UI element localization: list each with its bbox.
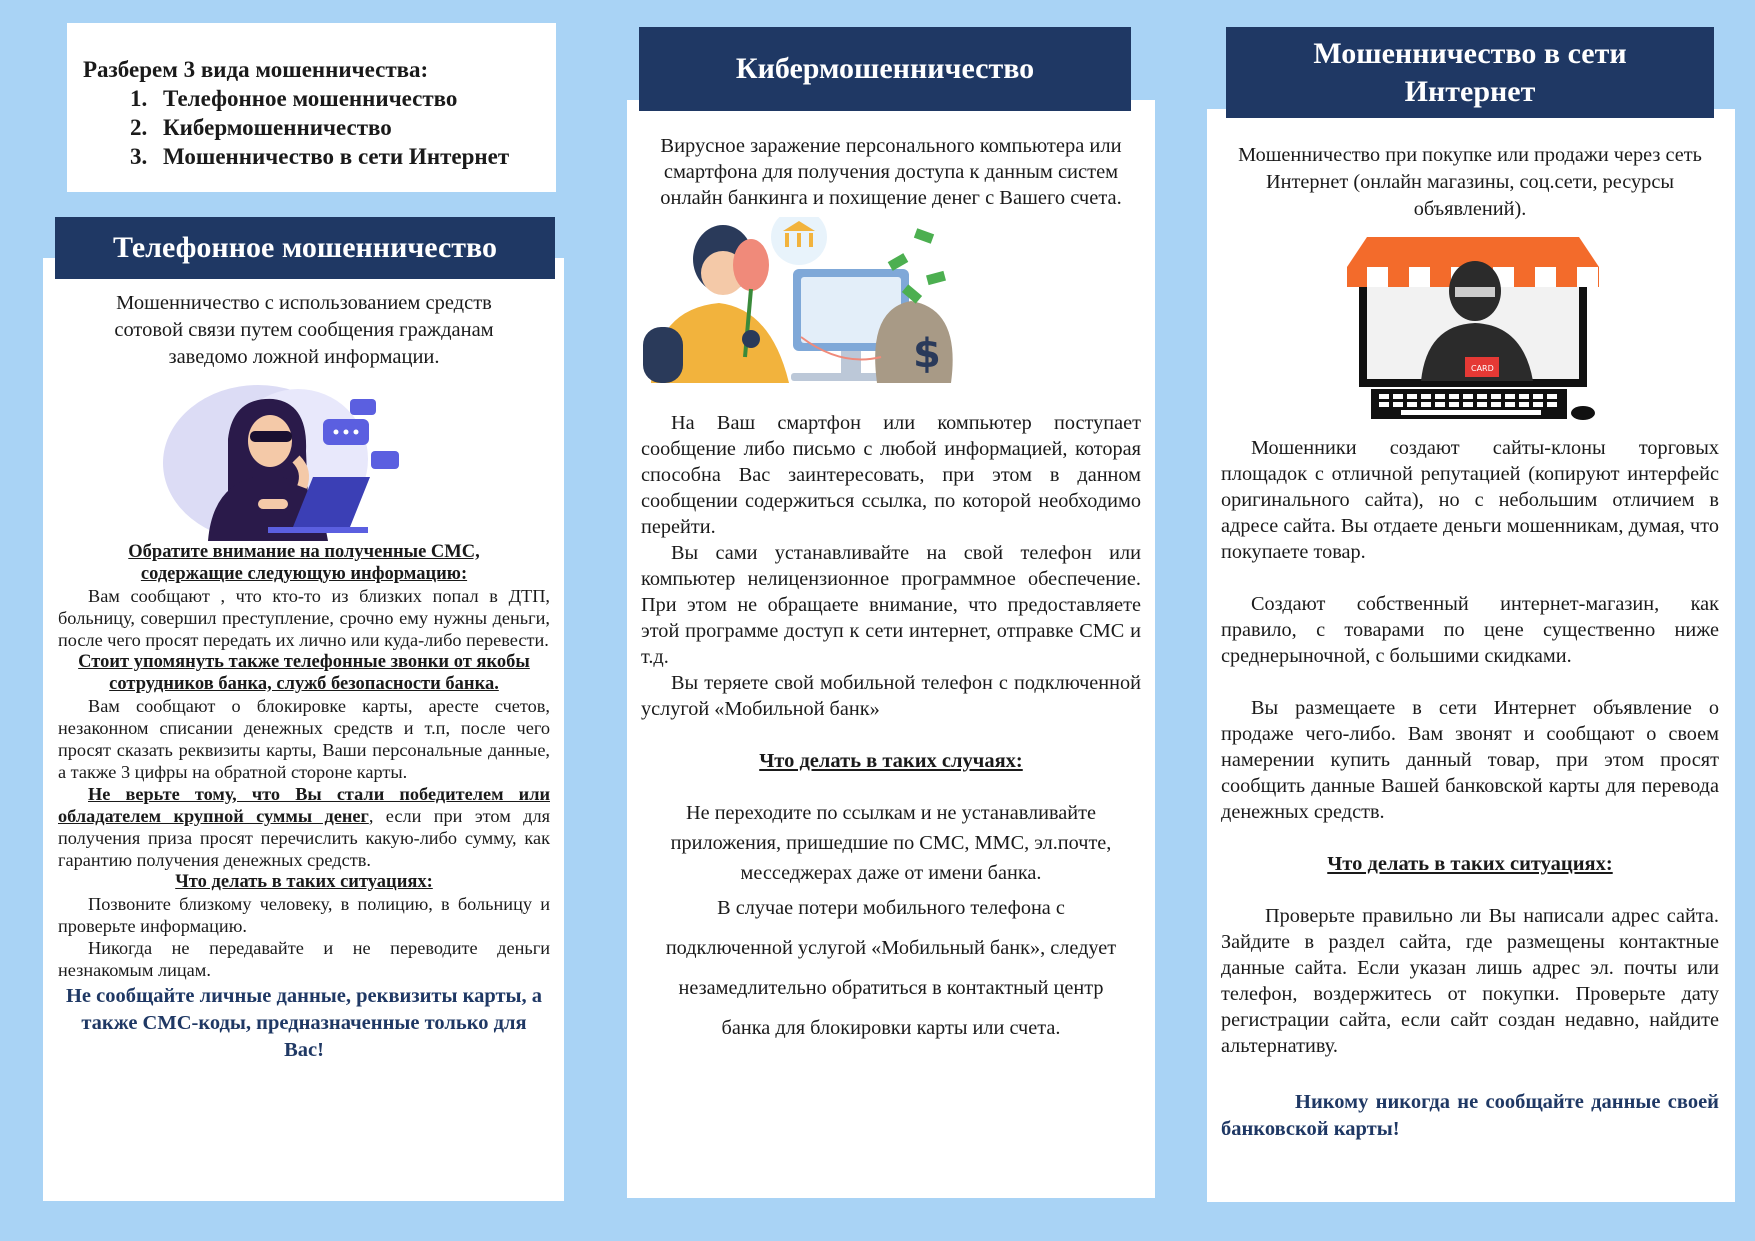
internet-para-3: Вы размещаете в сети Интернет объявление о продаже чего-либо. Вам звонят и сообщают о своем намерении купить данный товар, при этом просят сообщить данные Вашей банковской карты для перевода денежных средств.: [1221, 697, 1719, 823]
phone-content: [58, 290, 550, 1064]
phone-prize-text: , если при этом для получения приза просят перечислить какую-либо сумму, как гарантию получения денежных средств.: [58, 806, 550, 870]
cyber-para-1: На Ваш смартфон или компьютер поступает сообщение либо письмо с любой информацией, которая способна Вас заинтересовать, при этом в данном сообщении содержиться ссылка, по которой необходимо перейти.: [641, 412, 1141, 538]
internet-para-1: Мошенники создают сайты-клоны торговых площадок с отличной репутацией (копируют интерфейс оригинального сайта), но с небольшим отличием в адресе сайта. Вы отдаете деньги мошенникам, думая, что покупаете товар.: [1221, 437, 1719, 563]
cyber-para-2: Вы сами устанавливайте на свой телефон или компьютер нелицензионное программное обеспечение. При этом не обращаете внимание, что предоставляете этой программе доступ к сети интернет, отправке СМС и т.д.: [641, 542, 1141, 668]
phone-scammer-image: [58, 379, 550, 541]
cyber-todo-2: В случае потери мобильного телефона с подключенной услугой «Мобильный банк», следует незамедлительно обратиться в контактный центр банка для блокировки карты или счета.: [665, 897, 1117, 1039]
phone-warning: Не сообщайте личные данные, реквизиты карты, а также СМС-коды, предназначенные только для Вас!: [65, 985, 543, 1061]
internet-shop-fraud-image: [1221, 229, 1719, 421]
intro-heading: Разберем 3 вида мошенничества:: [83, 57, 429, 82]
internet-intro: Мошенничество при покупке или продажи через сеть Интернет (онлайн магазины, соц.сети, ресурсы объявлений).: [1238, 144, 1702, 220]
internet-title: Мошенничество в сети Интернет: [1226, 27, 1714, 118]
internet-content: [1221, 142, 1719, 1143]
cyber-illustration: [641, 217, 1141, 383]
svg-text:$: $: [913, 331, 941, 377]
intro-item: 2. Кибермошенничество: [153, 113, 556, 142]
phone-prize-block: [58, 783, 550, 871]
intro-item: 3. Мошенничество в сети Интернет: [153, 142, 556, 171]
card-label: CARD: [1471, 364, 1494, 373]
internet-illustration: [1221, 229, 1719, 421]
cyber-intro: Вирусное заражение персонального компьютера или смартфона для получения доступа к данным систем онлайн банкинга и похищение денег с Вашего счета.: [660, 135, 1122, 209]
internet-para-2: Создают собственный интернет-магазин, как правило, с товарами по цене существенно ниже среднерыночной, с большими скидками.: [1221, 593, 1719, 667]
internet-warning: Никому никогда не сообщайте данные своей банковской карты!: [1221, 1091, 1719, 1140]
phone-attention-text: Вам сообщают , что кто-то из близких попал в ДТП, больницу, совершил преступление, срочно ему нужны деньги, после чего просят передать их лично или куда-либо перевести.: [58, 586, 550, 650]
phone-bank-text: Вам сообщают о блокировке карты, аресте счетов, незаконном списании денежных средств и т.п, после чего просят сказать реквизиты карты, Ваши персональные данные, а также 3 цифры на обратной стороне карты.: [58, 696, 550, 782]
intro-list: [83, 84, 556, 171]
phone-todo-2: Никогда не передавайте и не переводите деньги незнакомым лицам.: [58, 938, 550, 980]
cyber-para-3: Вы теряете свой мобильной телефон с подключенной услугой «Мобильной банк»: [641, 672, 1141, 720]
phone-intro: Мошенничество с использованием средств сотовой связи путем сообщения гражданам заведомо ложной информации.: [114, 292, 494, 368]
cyber-todo-1: Не переходите по ссылкам и не устанавливайте приложения, пришедшие по СМС, ММС, эл.почте, месседжерах даже от имени банка.: [670, 802, 1112, 884]
phone-todo-1: Позвоните близкому человеку, в полицию, в больницу и проверьте информацию.: [58, 894, 550, 936]
cyber-todo-heading: Что делать в таких случаях:: [759, 750, 1023, 772]
phone-attention-heading: Обратите внимание на полученные СМС, содержащие следующую информацию:: [128, 542, 480, 584]
phone-prize-heading: Не верьте тому, что Вы стали победителем или обладателем крупной суммы денег: [58, 784, 550, 826]
phone-title: Телефонное мошенничество: [55, 217, 555, 279]
cyber-content: [641, 133, 1141, 1048]
intro-item: 1. Телефонное мошенничество: [153, 84, 556, 113]
intro-box: [67, 23, 556, 192]
internet-todo-text: Проверьте правильно ли Вы написали адрес сайта. Зайдите в раздел сайта, где размещены контактные данные сайта. Если указан лишь адрес эл. почты или телефон, воздержитесь от покупки. Проверьте дату регистрации сайта, если сайт создан недавно, найдите альтернативу.: [1221, 905, 1719, 1057]
phone-todo-heading: Что делать в таких ситуациях:: [175, 872, 433, 892]
internet-todo-heading: Что делать в таких ситуациях:: [1327, 853, 1613, 875]
phone-illustration: [58, 379, 550, 541]
cyber-title: Кибермошенничество: [639, 27, 1131, 111]
cyber-hacker-image: [641, 217, 1141, 383]
phone-bank-heading: Стоит упомянуть также телефонные звонки от якобы сотрудников банка, служб безопасности банка.: [78, 652, 530, 694]
